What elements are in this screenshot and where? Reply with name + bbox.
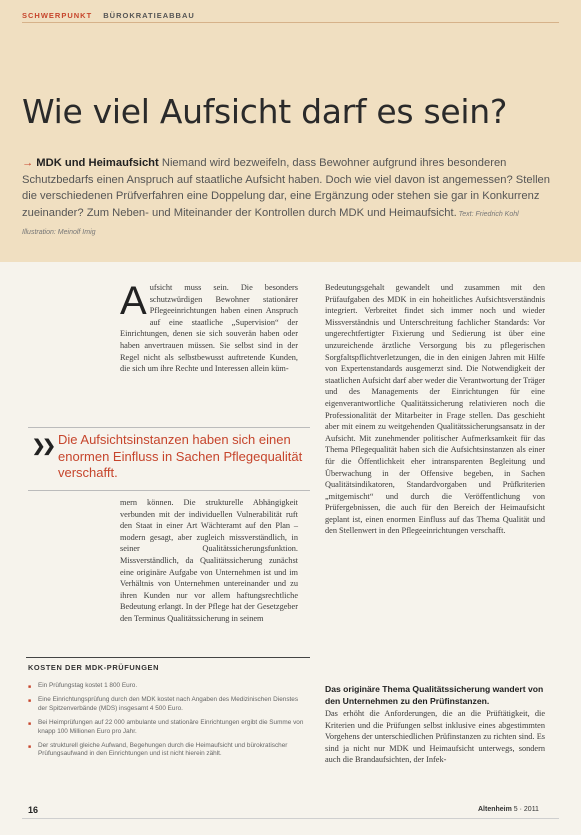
intro-banner bbox=[0, 0, 581, 262]
list-item: ■ Ein Prüfungstag kostet 1 800 Euro. bbox=[28, 682, 138, 690]
info-box-title: KOSTEN DER MDK-PRÜFUNGEN bbox=[28, 663, 160, 672]
list-item: ■ Der strukturell gleiche Aufwand, Begehungen durch die Heimaufsicht und bürokratischer Prüfungsaufwand in den Einrichtungen und ist nicht hierein zählt. bbox=[28, 742, 288, 758]
body-text-left-1: ufsicht muss sein. Die besonders schutzwürdigen Bewohner stationärer Pflegeeinrichtungen haben einen Anspruch auf eine staatliche „Supervision“ der Einrichtungen, denen sie sich souverän haben oder haben anvertrauen müssen. Sie selbst sind in der Regel nicht als selbstbewusst auftretende Kunden, die sich um ihre Rechte und Interessen allein küm- bbox=[120, 283, 298, 374]
drop-cap: A bbox=[120, 279, 147, 323]
article-credit: Text: Friedrich Kohl Illustration: Meinolf Imig bbox=[22, 210, 519, 236]
section-header bbox=[22, 11, 195, 20]
issue-number: 5 · 2011 bbox=[511, 806, 539, 813]
article-intro bbox=[22, 155, 554, 242]
body-column-right-bottom: Das erhöht die Anforderungen, die an die Prüftätigkeit, die Kriterien und die Prüfungen selbst inklusive eines abgestimmten Vorgehens der unterschiedlichen Prüfinstanzen zu richten sind. Es sind ja nicht nur MDK und Heimaufsicht unterwegs, sondern auch die Brandaufsichten, der Infek- bbox=[325, 709, 545, 765]
info-box bbox=[26, 657, 310, 808]
intro-lead: MDK und Heimaufsicht bbox=[36, 157, 159, 169]
arrow-icon: → bbox=[22, 157, 34, 169]
bullet-icon: ■ bbox=[28, 698, 32, 705]
body-subhead: Das originäre Thema Qualitätssicherung wandert von den Unternehmen zu den Prüfinstanzen. bbox=[325, 684, 544, 706]
list-item: ■ Eine Einrichtungsprüfung durch den MDK kostet nach Angaben des Medizinischen Dienstes der Spitzenverbände (MDS) insgesamt 4 500 Euro. bbox=[28, 696, 299, 712]
bullet-icon: ■ bbox=[28, 721, 32, 728]
bullet-icon: ■ bbox=[28, 684, 32, 690]
intro-text: Niemand wird bezweifeln, dass Bewohner aufgrund ihres besonderen Schutzbedarfs einen Anspruch auf staatliche Aufsicht haben. Doch wie viel davon ist angemessen? Stellen die verschiedenen Prüfverfahren eine Doppelung dar, eine Ergänzung oder stehen sie gar in Konkurrenz zueinander? Zum Neben- und Miteinander der Kontrollen durch MDK und Heimaufsicht. bbox=[22, 157, 551, 219]
section-subject: BÜROKRATIEABBAU bbox=[103, 11, 195, 20]
footer-rule bbox=[22, 818, 559, 819]
bullet-icon: ■ bbox=[28, 744, 32, 751]
body-column-left-top bbox=[120, 279, 298, 375]
section-kicker: SCHWERPUNKT bbox=[22, 11, 93, 20]
pull-quote-text: Die Aufsichtsinstanzen haben sich einen enormen Einfluss in Sachen Pflegequalität verschafft. bbox=[58, 432, 303, 480]
quote-chevron-icon: ❯❯ bbox=[32, 438, 53, 455]
page-number: 16 bbox=[28, 805, 39, 815]
pull-quote bbox=[28, 427, 310, 491]
magazine-footer bbox=[478, 806, 539, 813]
body-column-left-bottom: mern können. Die strukturelle Abhängigkeit verbunden mit der individuellen Vulnerabilität ruft den Staat in einer Art Wächteramt auf den Plan – modern gesagt, aber zugleich missverständlich, in seiner Qualitätssicherungsfunktion. Missverständlich, da Qualitätssicherung zunächst eine originäre Aufgabe von Unternehmen ist und im Verhältnis von Unternehmen untereinander und zu ihren Kunden nur vor allem haftungsrechtliche Bedeutung erlangt. In der Pflege hat der Gesetzgeber den Terminus Qualitätssicherung in seinem bbox=[120, 498, 298, 623]
body-column-right-top: Bedeutungsgehalt gewandelt und zusammen mit den Prüfaufgaben des MDK in ein hoheitliches Aufsichtsverständnis integriert. Verbreitet findet sich immer noch und wieder Missverständnis und Unterschreitung fachlicher Standards: Vor ungerechtfertigter Fixierung und Sedierung ist über eine unzureichende ärztliche Versorgung bis zu pflegerischen Sorgfaltspflichtverletzungen, die in den einigen Jahren mit Hilfe von Expertenstandards ausgemerzt sind. Die Notwendigkeit der staatlichen Aufsicht darf aber weder die Verantwortung der Träger und des Managements der Einrichtungen für eine eigenverantwortliche Qualitätssicherung relativieren noch die Professionalität der Mitarbeiter in Frage stellen. Das geschieht aber mit einem zu weitgehenden Qualitätssicherungsansatz in der Aufsicht. Mit zunehmender politischer Aufmerksamkeit für das Thema Pflegequalität haben sich die Aufsichtsinstanzen als einer für die Öffentlichkeit eher intransparenten Begleitung und Überwachung in der Offensive begeben, in Sachen Qualitätsindikatoren, Standardvorgaben und Prüfkriterien „mitgemischt“ und durch die Veröffentlichung von Prüfergebnissen, die auch für den Bereich der Heimaufsicht geplant ist, einen enormen Einfluss auf das Thema Qualität und den Stellenwert in den Pflegeeinrichtungen verschafft. bbox=[325, 283, 545, 536]
header-rule bbox=[22, 22, 559, 23]
magazine-name: Altenheim bbox=[478, 806, 512, 813]
list-item: ■ Bei Heimprüfungen auf 22 000 ambulante und stationäre Einrichtungen ergibt die Summe von knapp 100 Millionen Euro pro Jahr. bbox=[28, 719, 304, 735]
article-title: Wie viel Aufsicht darf es sein? bbox=[22, 92, 508, 131]
info-box-list bbox=[28, 682, 308, 765]
